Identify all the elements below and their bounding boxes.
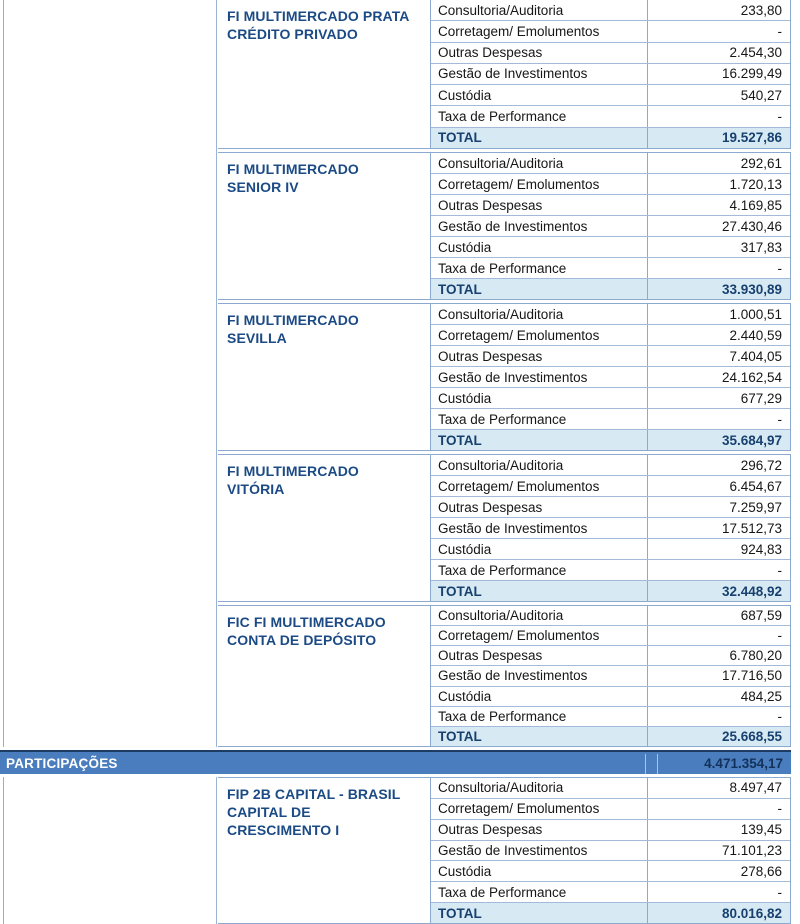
expense-value: 1.000,51	[729, 306, 782, 322]
expense-value: 71.101,23	[721, 843, 782, 858]
expense-value: -	[777, 260, 782, 276]
fund-name	[218, 606, 430, 746]
total-value: 32.448,92	[721, 583, 782, 599]
expense-row	[431, 216, 790, 237]
expense-label: Gestão de Investimentos	[431, 518, 648, 538]
expense-row	[431, 646, 790, 666]
fund-name-line: VITÓRIA	[227, 481, 285, 497]
expense-row	[431, 21, 790, 42]
expense-label: Outras Despesas	[431, 820, 648, 840]
total-row	[431, 727, 790, 746]
expense-value: -	[777, 708, 782, 724]
expense-label: Gestão de Investimentos	[431, 666, 648, 685]
expense-label: Consultoria/Auditoria	[431, 606, 648, 625]
expense-value: 7.259,97	[729, 499, 782, 515]
expense-row	[431, 560, 790, 581]
fund-name-line: CRESCIMENTO I	[227, 822, 340, 838]
expense-value: -	[777, 23, 782, 39]
total-row	[431, 430, 790, 450]
expense-label: Taxa de Performance	[431, 707, 648, 726]
expense-row	[431, 539, 790, 560]
total-row	[431, 128, 790, 148]
fund-name	[218, 778, 430, 923]
fund-section	[218, 605, 791, 747]
expense-row	[431, 153, 790, 174]
expense-label: Consultoria/Auditoria	[431, 0, 648, 20]
fund-name-line: FI MULTIMERCADO	[227, 312, 359, 328]
expense-row	[431, 455, 790, 476]
fund-name-line: SENIOR IV	[227, 179, 299, 195]
expense-value: -	[777, 562, 782, 578]
expense-value: 8.497,47	[729, 780, 782, 796]
expense-label: Corretagem/ Emolumentos	[431, 476, 648, 496]
expense-label: Corretagem/ Emolumentos	[431, 21, 648, 41]
total-row	[431, 279, 790, 299]
fund-section	[218, 303, 791, 451]
expense-row	[431, 606, 790, 626]
expense-label: Gestão de Investimentos	[431, 64, 648, 84]
expense-label: Custódia	[431, 539, 648, 559]
total-label: TOTAL	[431, 128, 648, 148]
expense-row	[431, 778, 790, 799]
fund-name-line: FIP 2B CAPITAL - BRASIL	[227, 786, 401, 802]
expense-label: Custódia	[431, 388, 648, 408]
expense-row	[431, 626, 790, 646]
expense-value: 6.454,67	[729, 478, 782, 494]
expense-value: 17.512,73	[721, 520, 782, 536]
expense-row	[431, 882, 790, 903]
total-value: 35.684,97	[721, 432, 782, 448]
expense-label: Consultoria/Auditoria	[431, 304, 648, 324]
expense-row	[431, 367, 790, 388]
expense-value: 7.404,05	[729, 348, 782, 364]
expense-label: Outras Despesas	[431, 497, 648, 517]
fund-section	[218, 0, 791, 149]
expense-row	[431, 106, 790, 127]
expense-value: -	[777, 884, 782, 900]
expense-table	[430, 304, 790, 450]
expense-row	[431, 388, 790, 409]
expense-label: Consultoria/Auditoria	[431, 153, 648, 173]
expense-value: 16.299,49	[721, 66, 782, 82]
participacoes-band	[0, 750, 791, 774]
expense-row	[431, 195, 790, 216]
expense-row	[431, 476, 790, 497]
band-separator-line	[645, 754, 646, 774]
expense-label: Outras Despesas	[431, 195, 648, 215]
category-band-label: PARTICIPAÇÕES	[6, 755, 118, 771]
expense-value: 4.169,85	[729, 197, 782, 213]
expense-label: Taxa de Performance	[431, 258, 648, 278]
fund-section	[218, 777, 791, 924]
expense-label: Gestão de Investimentos	[431, 841, 648, 861]
expense-value: 292,61	[740, 155, 782, 171]
fund-name	[218, 455, 430, 601]
expense-label: Taxa de Performance	[431, 882, 648, 902]
expense-value: 540,27	[740, 87, 782, 103]
left-category-column	[3, 0, 217, 747]
expense-value: 2.440,59	[729, 327, 782, 343]
total-label: TOTAL	[431, 903, 648, 923]
total-row	[431, 903, 790, 923]
expense-label: Outras Despesas	[431, 346, 648, 366]
expense-row	[431, 0, 790, 21]
expense-row	[431, 518, 790, 539]
expense-row	[431, 841, 790, 862]
expense-label: Outras Despesas	[431, 646, 648, 665]
expense-row	[431, 237, 790, 258]
fund-name-line: FI MULTIMERCADO PRATA	[227, 8, 410, 24]
fund-name	[218, 0, 430, 148]
expense-row	[431, 258, 790, 279]
category-band-total-value: 4.471.354,17	[704, 755, 783, 771]
expense-label: Consultoria/Auditoria	[431, 455, 648, 475]
expense-row	[431, 304, 790, 325]
expense-row	[431, 820, 790, 841]
expense-value: -	[777, 109, 782, 125]
fund-name-line: FI MULTIMERCADO	[227, 161, 359, 177]
expense-label: Corretagem/ Emolumentos	[431, 799, 648, 819]
total-value: 80.016,82	[721, 905, 782, 921]
expense-value: 296,72	[740, 457, 782, 473]
fund-name-line: FI MULTIMERCADO	[227, 463, 359, 479]
expense-value: 233,80	[740, 2, 782, 18]
expense-row	[431, 687, 790, 707]
expense-value: 2.454,30	[729, 45, 782, 61]
total-value: 25.668,55	[721, 728, 782, 744]
fund-name	[218, 153, 430, 299]
expense-value: 1.720,13	[729, 176, 782, 192]
expense-table	[430, 778, 790, 923]
expense-table	[430, 455, 790, 601]
fund-name-line: FIC FI MULTIMERCADO	[227, 614, 386, 630]
expense-label: Gestão de Investimentos	[431, 367, 648, 387]
total-value: 33.930,89	[721, 281, 782, 297]
expense-value: 139,45	[740, 822, 782, 838]
expense-value: 17.716,50	[721, 668, 782, 684]
left-category-column-lower	[3, 777, 217, 924]
expense-label: Outras Despesas	[431, 43, 648, 63]
total-value: 19.527,86	[721, 130, 782, 146]
expense-label: Corretagem/ Emolumentos	[431, 174, 648, 194]
expense-table	[430, 0, 790, 148]
expense-label: Taxa de Performance	[431, 560, 648, 580]
fund-name-line: SEVILLA	[227, 330, 287, 346]
expense-row	[431, 85, 790, 106]
expense-row	[431, 861, 790, 882]
expense-row	[431, 666, 790, 686]
fund-name-line: CAPITAL DE	[227, 804, 311, 820]
expense-label: Custódia	[431, 85, 648, 105]
expense-row	[431, 497, 790, 518]
expense-row	[431, 409, 790, 430]
expense-value: -	[777, 411, 782, 427]
expense-value: 24.162,54	[721, 369, 782, 385]
expense-label: Taxa de Performance	[431, 106, 648, 126]
expense-label: Custódia	[431, 861, 648, 881]
expense-value: 677,29	[740, 390, 782, 406]
expense-value: 278,66	[740, 863, 782, 879]
fund-name-line: CRÉDITO PRIVADO	[227, 26, 358, 42]
total-label: TOTAL	[431, 430, 648, 450]
expense-label: Corretagem/ Emolumentos	[431, 626, 648, 645]
expense-label: Custódia	[431, 687, 648, 706]
expense-row	[431, 799, 790, 820]
fund-name-line: CONTA DE DEPÓSITO	[227, 632, 377, 648]
expense-value: -	[777, 628, 782, 644]
total-label: TOTAL	[431, 581, 648, 601]
expense-value: 317,83	[740, 239, 782, 255]
total-row	[431, 581, 790, 601]
expense-value: 27.430,46	[721, 218, 782, 234]
expense-table	[430, 153, 790, 299]
expense-row	[431, 64, 790, 85]
fund-section	[218, 454, 791, 602]
expense-row	[431, 707, 790, 727]
total-label: TOTAL	[431, 279, 648, 299]
expense-value: 6.780,20	[729, 648, 782, 664]
expense-row	[431, 174, 790, 195]
expense-label: Gestão de Investimentos	[431, 216, 648, 236]
expense-value: -	[777, 801, 782, 817]
expense-row	[431, 43, 790, 64]
expense-value: 924,83	[740, 541, 782, 557]
expense-row	[431, 325, 790, 346]
expense-row	[431, 346, 790, 367]
expense-label: Corretagem/ Emolumentos	[431, 325, 648, 345]
expense-value: 687,59	[740, 608, 782, 624]
expense-label: Custódia	[431, 237, 648, 257]
expense-table	[430, 606, 790, 746]
expense-label: Consultoria/Auditoria	[431, 778, 648, 798]
expense-value: 484,25	[740, 688, 782, 704]
fund-section	[218, 152, 791, 300]
total-label: TOTAL	[431, 727, 648, 746]
expense-label: Taxa de Performance	[431, 409, 648, 429]
fund-name	[218, 304, 430, 450]
